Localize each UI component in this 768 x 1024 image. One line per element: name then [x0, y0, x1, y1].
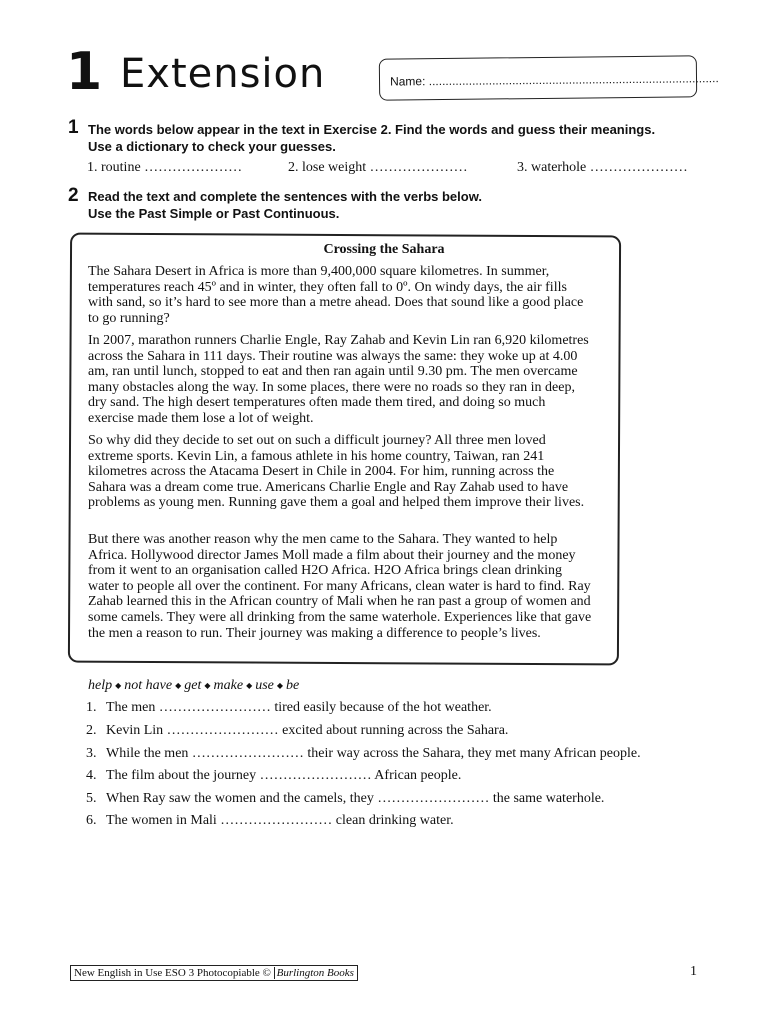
word-bank-item: make [213, 678, 244, 693]
page-number: 1 [690, 964, 697, 979]
word-bank-separator: ◆ [246, 681, 253, 691]
vocab-item-2: 2. lose weight ………………… [288, 160, 468, 175]
sentence-text: While the men …………………… their way across the Sahara, they met many African people. [106, 746, 641, 761]
word-bank-item: help [88, 678, 113, 693]
exercise-2-instruction-line-1: Read the text and complete the sentences with the verbs below. [88, 189, 482, 204]
reading-paragraph-1: The Sahara Desert in Africa is more than 9,400,000 square kilometres. In summer, temperatures reach 45º and in winter, they often fall to 0º. On windy days, the air fills with sand, so it’s hard to see more than a metre ahead. Does that sound like a good place to go running? [88, 264, 584, 326]
name-field-box[interactable] [379, 55, 719, 100]
unit-number: 1 [66, 42, 103, 102]
exercise-1-number: 1 [68, 117, 79, 138]
word-bank-separator: ◆ [115, 681, 122, 691]
sentence-number: 6. [86, 813, 97, 828]
sentence-1 [86, 700, 492, 716]
reading-paragraph-3: So why did they decide to set out on such a difficult journey? All three men loved extreme sports. Kevin Lin, a famous athlete in his home country, Taiwan, ran 241 kilometres across the Atacama Desert in Chile in 2004. For him, running across the Sahara was a dream come true. Americans Charlie Engle and Ray Zahab used to have problems as young men. Running gave them a goal and helped them improve their lives. [88, 433, 585, 511]
sentence-text: Kevin Lin …………………… excited about running across the Sahara. [106, 723, 509, 738]
word-bank-item: get [184, 678, 202, 693]
footer-text: New English in Use ESO 3 Photocopiable © [74, 967, 274, 979]
vocab-item-1: 1. routine ………………… [87, 160, 243, 175]
unit-title: Extension [120, 51, 326, 97]
footer-copyright [70, 965, 358, 981]
sentence-number: 5. [86, 791, 97, 806]
sentence-2 [86, 723, 508, 739]
word-bank-item: be [286, 678, 300, 693]
footer-publisher: Burlington Books [274, 967, 354, 979]
reading-paragraph-2: In 2007, marathon runners Charlie Engle, Ray Zahab and Kevin Lin ran 6,920 kilometres across the Sahara in 111 days. Their routine was always the same: they woke up at 4.00 am, ran until lunch, stopped to eat and then ran again until 9.30 pm. The men overcame many obstacles along the way. In some places, there were no roads so they ran in deep, dry sand. The high desert temperatures often made them tired, and doing so much exercise made them lose a lot of weight. [88, 333, 589, 426]
reading-paragraph-4: But there was another reason why the men came to the Sahara. They wanted to help Africa. Hollywood director James Moll made a film about their journey and the money from it went to an organisation called H2O Africa. H2O Africa brings clean drinking water to people all over the continent. For many Africans, clean water is hard to find. Ray Zahab learned this in the African country of Mali when he ran past a group of women and some camels. They were all drinking from the same waterhole. Experiences like that gave the men a reason to run. Their journey was making a difference to people’s lives. [88, 532, 592, 641]
sentence-number: 4. [86, 768, 97, 783]
exercise-2-instructions [88, 188, 482, 222]
exercise-1-instructions [88, 121, 655, 155]
exercise-1-instruction-line-2: Use a dictionary to check your guesses. [88, 139, 336, 154]
sentence-text: The women in Mali …………………… clean drinking water. [106, 813, 454, 828]
word-bank-separator: ◆ [204, 681, 211, 691]
word-bank-item: use [255, 678, 274, 693]
word-bank [88, 678, 299, 694]
sentence-text: The men …………………… tired easily because of the hot weather. [106, 700, 492, 715]
sentence-5 [86, 791, 604, 807]
sentence-3 [86, 746, 641, 762]
exercise-2-number: 2 [68, 185, 79, 206]
name-field-label: Name: ....................................................................................... [389, 71, 719, 89]
word-bank-separator: ◆ [175, 681, 182, 691]
sentence-text: The film about the journey …………………… African people. [106, 768, 462, 783]
reading-title: Crossing the Sahara [323, 242, 445, 257]
sentence-text: When Ray saw the women and the camels, they …………………… the same waterhole. [106, 791, 605, 806]
exercise-1-instruction-line-1: The words below appear in the text in Exercise 2. Find the words and guess their meanings. [88, 122, 656, 137]
sentence-number: 3. [86, 746, 97, 761]
sentence-number: 1. [86, 700, 97, 715]
word-bank-separator: ◆ [276, 681, 284, 691]
sentence-4 [86, 768, 461, 784]
sentence-number: 2. [86, 723, 97, 738]
sentence-6 [86, 813, 454, 829]
exercise-2-instruction-line-2: Use the Past Simple or Past Continuous. [88, 206, 340, 221]
word-bank-item: not have [124, 678, 173, 693]
vocab-item-3: 3. waterhole ………………… [517, 160, 688, 175]
